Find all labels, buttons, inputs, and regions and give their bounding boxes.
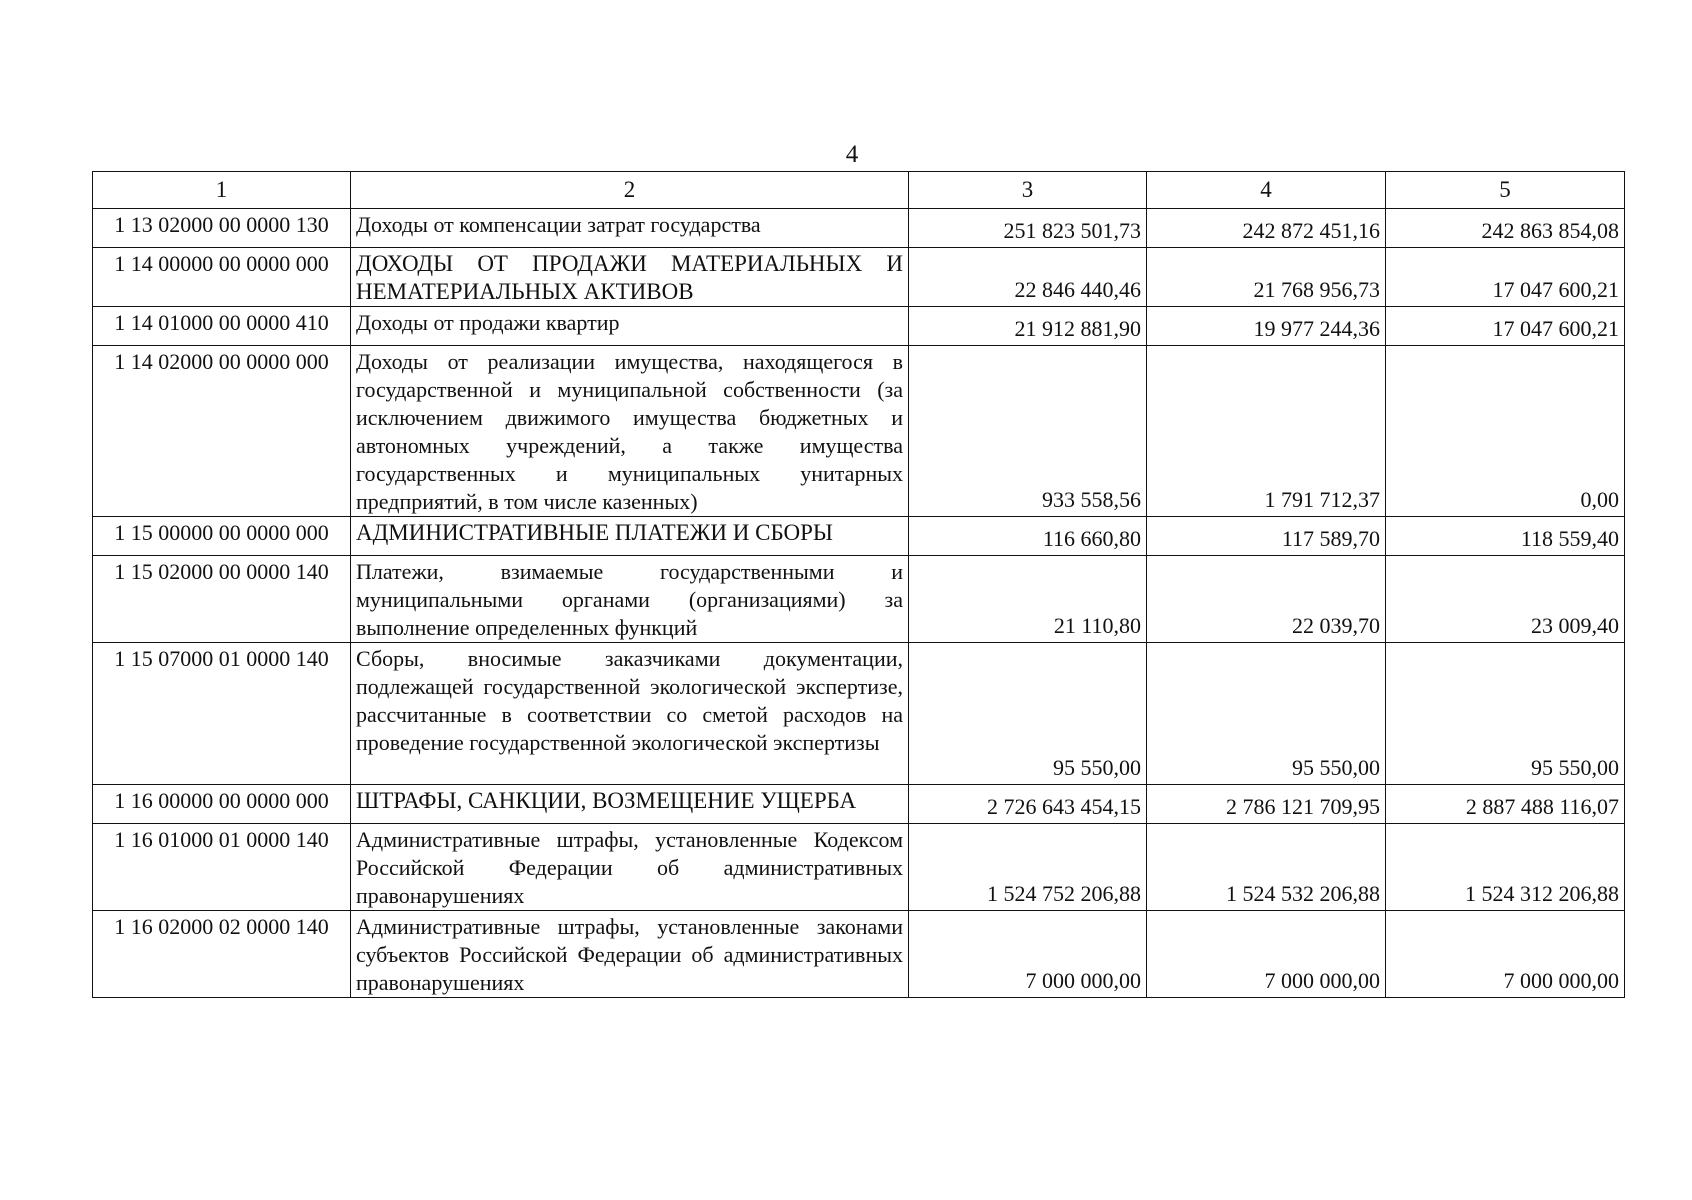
row-name: Административные штрафы, установленные Кодексом Российской Федерации об административных правонарушениях [351, 824, 909, 911]
row-value-col3: 251 823 501,73 [909, 209, 1147, 248]
row-code: 1 15 00000 00 0000 000 [93, 517, 351, 556]
row-name: Доходы от реализации имущества, находящегося в государственной и муниципальной собственности (за исключением движимого имущества бюджетных и автономных учреждений, а также имущества государственных и муниципальных унитарных предприятий, в том числе казенных) [351, 346, 909, 517]
row-name: Доходы от продажи квартир [351, 307, 909, 346]
row-value-col5: 242 863 854,08 [1386, 209, 1625, 248]
row-value-col4: 117 589,70 [1147, 517, 1386, 556]
row-code: 1 16 00000 00 0000 000 [93, 785, 351, 824]
row-value-col3: 1 524 752 206,88 [909, 824, 1147, 911]
row-code: 1 13 02000 00 0000 130 [93, 209, 351, 248]
table-row [93, 307, 1625, 346]
table-row [93, 346, 1625, 517]
row-value-col3: 21 110,80 [909, 556, 1147, 643]
row-value-col4: 21 768 956,73 [1147, 248, 1386, 307]
row-value-col4: 242 872 451,16 [1147, 209, 1386, 248]
row-code: 1 16 01000 01 0000 140 [93, 824, 351, 911]
table-row [93, 517, 1625, 556]
row-value-col4: 22 039,70 [1147, 556, 1386, 643]
row-value-col5: 1 524 312 206,88 [1386, 824, 1625, 911]
table-row [93, 785, 1625, 824]
column-header-4: 4 [1147, 172, 1386, 209]
table-row [93, 248, 1625, 307]
table-row [93, 209, 1625, 248]
row-name: ДОХОДЫ ОТ ПРОДАЖИ МАТЕРИАЛЬНЫХ И НЕМАТЕРИАЛЬНЫХ АКТИВОВ [351, 248, 909, 307]
column-header-2: 2 [351, 172, 909, 209]
row-value-col3: 2 726 643 454,15 [909, 785, 1147, 824]
row-code: 1 14 00000 00 0000 000 [93, 248, 351, 307]
row-code: 1 14 02000 00 0000 000 [93, 346, 351, 517]
table-row [93, 824, 1625, 911]
table-row [93, 911, 1625, 998]
row-value-col3: 95 550,00 [909, 643, 1147, 785]
row-name: Административные штрафы, установленные законами субъектов Российской Федерации об административных правонарушениях [351, 911, 909, 998]
row-name: Доходы от компенсации затрат государства [351, 209, 909, 248]
row-code: 1 14 01000 00 0000 410 [93, 307, 351, 346]
row-value-col5: 17 047 600,21 [1386, 307, 1625, 346]
row-value-col3: 7 000 000,00 [909, 911, 1147, 998]
row-value-col5: 7 000 000,00 [1386, 911, 1625, 998]
row-name: Сборы, вносимые заказчиками документации, подлежащей государственной экологической экспертизе, рассчитанные в соответствии со сметой расходов на проведение государственной экологической экспертизы [351, 643, 909, 785]
row-value-col4: 2 786 121 709,95 [1147, 785, 1386, 824]
row-value-col3: 933 558,56 [909, 346, 1147, 517]
table-row [93, 643, 1625, 785]
row-value-col5: 2 887 488 116,07 [1386, 785, 1625, 824]
row-value-col3: 21 912 881,90 [909, 307, 1147, 346]
row-code: 1 15 07000 01 0000 140 [93, 643, 351, 785]
table-header-row [93, 172, 1625, 209]
row-value-col3: 22 846 440,46 [909, 248, 1147, 307]
row-value-col4: 1 524 532 206,88 [1147, 824, 1386, 911]
table-row [93, 556, 1625, 643]
row-name: Платежи, взимаемые государственными и муниципальными органами (организациями) за выполнение определенных функций [351, 556, 909, 643]
row-value-col4: 19 977 244,36 [1147, 307, 1386, 346]
row-value-col4: 7 000 000,00 [1147, 911, 1386, 998]
column-header-1: 1 [93, 172, 351, 209]
revenue-table [92, 171, 1625, 998]
row-code: 1 16 02000 02 0000 140 [93, 911, 351, 998]
column-header-5: 5 [1386, 172, 1625, 209]
row-name: ШТРАФЫ, САНКЦИИ, ВОЗМЕЩЕНИЕ УЩЕРБА [351, 785, 909, 824]
row-value-col3: 116 660,80 [909, 517, 1147, 556]
row-value-col5: 0,00 [1386, 346, 1625, 517]
row-value-col5: 118 559,40 [1386, 517, 1625, 556]
row-value-col4: 1 791 712,37 [1147, 346, 1386, 517]
row-name: АДМИНИСТРАТИВНЫЕ ПЛАТЕЖИ И СБОРЫ [351, 517, 909, 556]
row-value-col5: 23 009,40 [1386, 556, 1625, 643]
page-number: 4 [845, 141, 859, 168]
column-header-3: 3 [909, 172, 1147, 209]
row-value-col5: 95 550,00 [1386, 643, 1625, 785]
row-value-col5: 17 047 600,21 [1386, 248, 1625, 307]
row-value-col4: 95 550,00 [1147, 643, 1386, 785]
row-code: 1 15 02000 00 0000 140 [93, 556, 351, 643]
